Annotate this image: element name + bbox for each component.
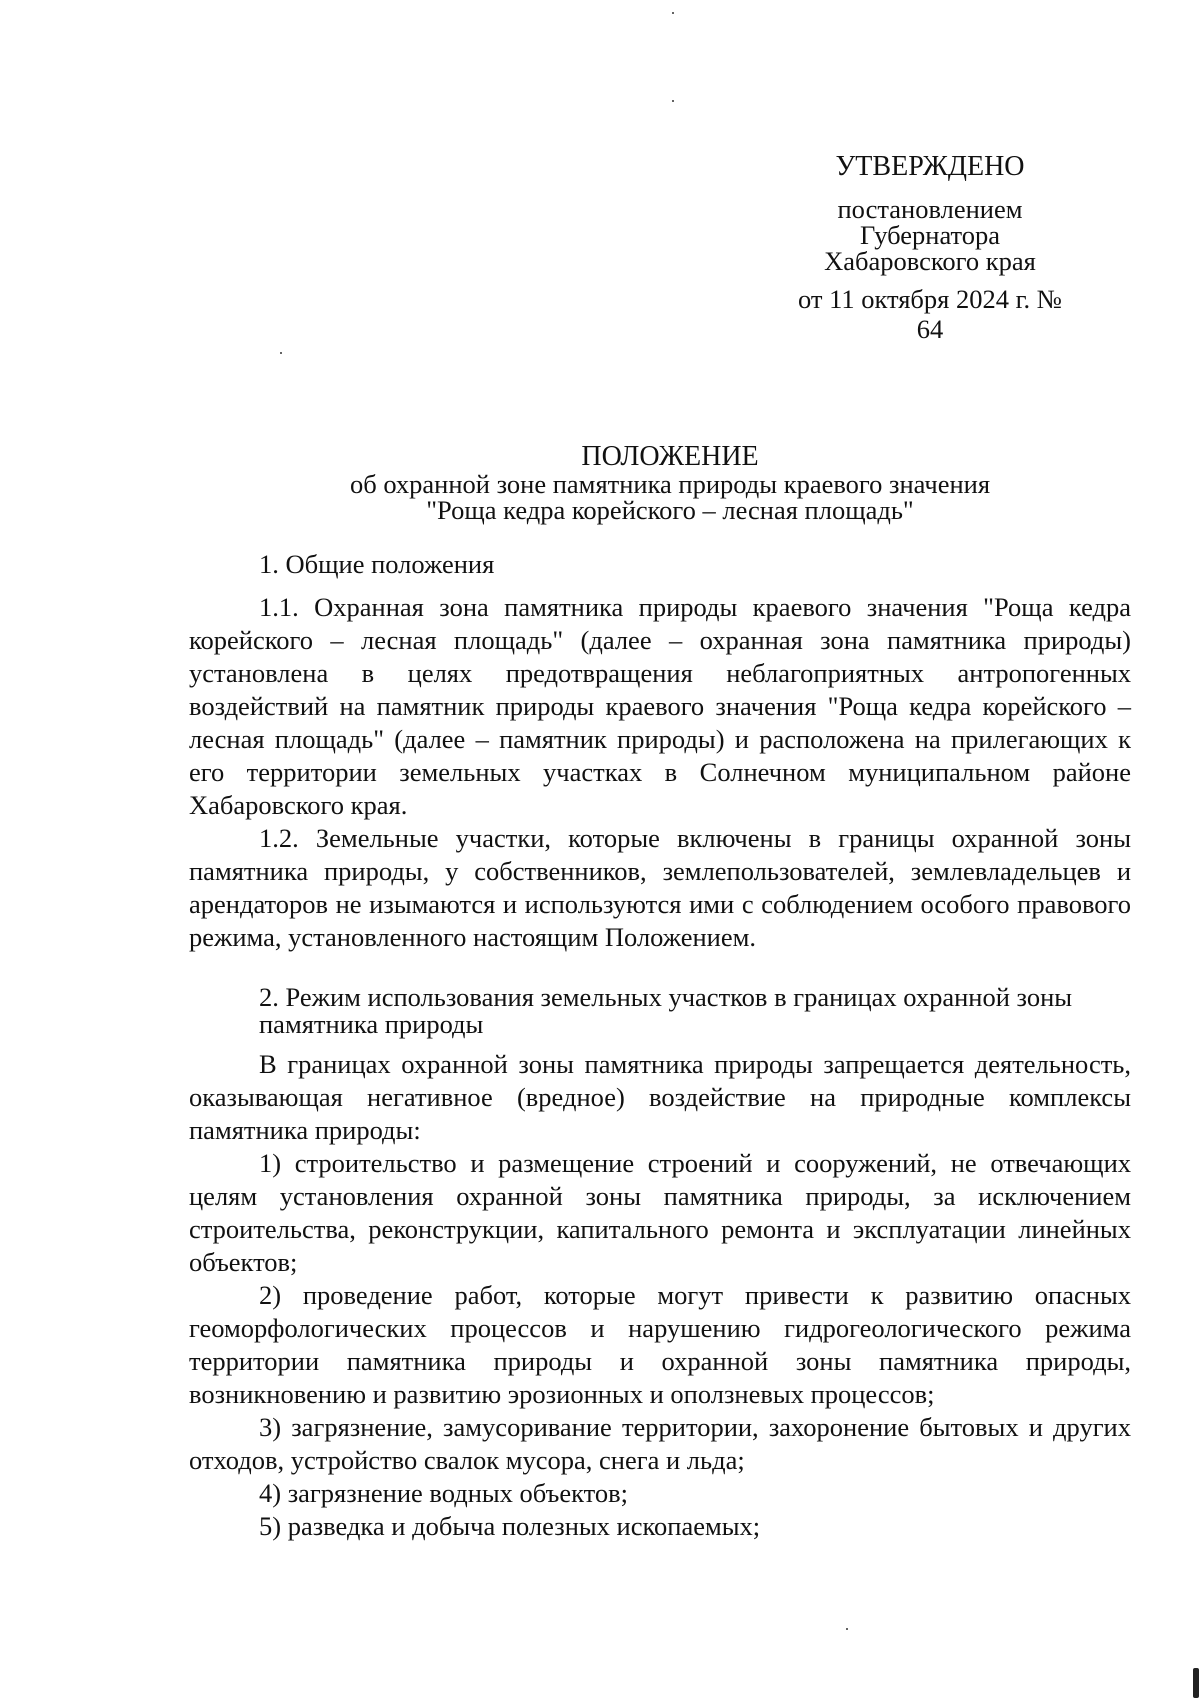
approval-stamp: УТВЕРЖДЕНО: [835, 151, 1025, 182]
section-2-intro: В границах охранной зоны памятника природы запрещается деятельность, оказывающая негативное (вредное) воздействие на природные комплексы памятника природы:: [189, 1049, 1131, 1145]
approval-date: от 11 октября 2024 г. № 64: [797, 284, 1063, 344]
approval-line-2: Губернатора: [859, 220, 1001, 250]
list-item: 4) загрязнение водных объектов;: [259, 1478, 628, 1508]
list-item: 5) разведка и добыча полезных ископаемых;: [259, 1511, 761, 1541]
scan-speck: [672, 100, 674, 102]
paragraph-1-1: 1.1. Охранная зона памятника природы краевого значения "Роща кедра корейского – лесная площадь" (далее – охранная зона памятника природы) установлена в целях предотвращения неблагоприятных антропогенных воздействий на памятник природы краевого значения "Роща кедра корейского – лесная площадь" (далее – памятник природы) и расположена на прилегающих к его территории земельных участках в Солнечном муниципальном районе Хабаровского края.: [189, 592, 1131, 820]
document-body: [189, 548, 1131, 1543]
document-subtitle-line-2: "Роща кедра корейского – лесная площадь": [426, 495, 914, 525]
scan-speck: [672, 12, 674, 14]
scan-speck: [846, 1628, 848, 1630]
document-title-block: [190, 443, 1150, 523]
scan-edge-mark: [1193, 1668, 1199, 1698]
section-2-heading: 2. Режим использования земельных участков в границах охранной зоны памятника природы: [259, 982, 1073, 1039]
list-item: 2) проведение работ, которые могут привести к развитию опасных геоморфологических процессов и нарушению гидрогеологического режима территории памятника природы и охранной зоны памятника природы, возникновению и развитию эрозионных и оползневых процессов;: [189, 1280, 1131, 1409]
scan-speck: [280, 352, 282, 354]
document-subtitle-line-1: об охранной зоне памятника природы краевого значения: [349, 469, 991, 499]
paragraph-1-2: 1.2. Земельные участки, которые включены в границы охранной зоны памятника природы, у собственников, землепользователей, землевладельцев и арендаторов не изымаются и используются ими с соблюдением особого правового режима, установленного настоящим Положением.: [189, 823, 1131, 952]
list-item: 3) загрязнение, замусоривание территории, захоронение бытовых и других отходов, устройство свалок мусора, снега и льда;: [189, 1412, 1131, 1475]
section-1-heading: 1. Общие положения: [259, 549, 495, 579]
approval-block: [790, 150, 1070, 344]
list-item: 1) строительство и размещение строений и сооружений, не отвечающих целям установления охранной зоны памятника природы, за исключением строительства, реконструкции, капитального ремонта и эксплуатации линейных объектов;: [189, 1148, 1131, 1277]
document-title: ПОЛОЖЕНИЕ: [581, 441, 759, 472]
approval-line-3: Хабаровского края: [824, 246, 1036, 276]
approval-line-1: постановлением: [837, 194, 1023, 224]
